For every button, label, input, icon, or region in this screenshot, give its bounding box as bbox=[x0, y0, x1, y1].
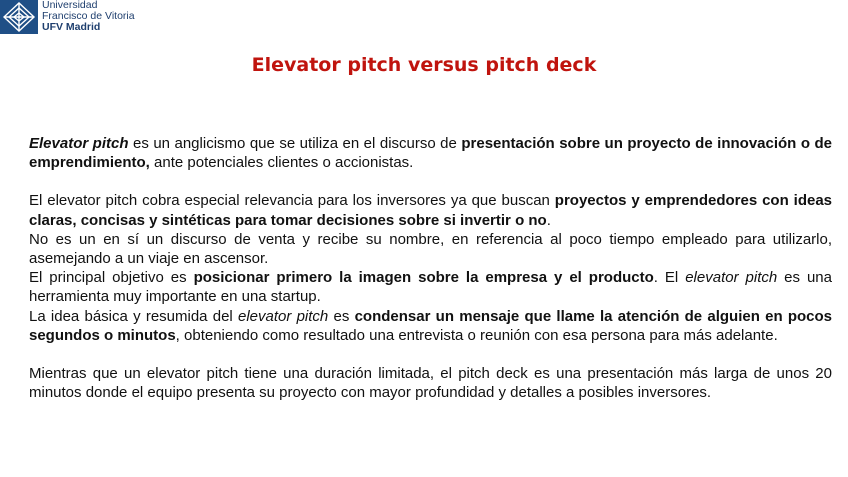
paragraph-basic-idea bbox=[29, 307, 832, 345]
paragraph-objective bbox=[29, 268, 832, 306]
ufv-emblem-icon bbox=[0, 0, 38, 34]
italic-span: elevator pitch bbox=[238, 307, 329, 325]
text-span: El principal objetivo es bbox=[29, 269, 194, 287]
logo-text bbox=[42, 0, 135, 33]
slide-title: Elevator pitch versus pitch deck bbox=[251, 54, 597, 76]
text-span: , obteniendo como resultado una entrevista o reunión con esa persona para más adelante. bbox=[175, 326, 778, 344]
paragraph-relevance bbox=[29, 191, 832, 229]
paragraph-pitch-deck bbox=[29, 364, 832, 402]
text-span: El elevator pitch cobra especial relevancia para los inversores ya que buscan bbox=[29, 192, 555, 210]
bold-span: proyectos y emprendedores con ideas claras, concisas y sintéticas para tomar decisiones sobre si invertir o no bbox=[29, 192, 833, 229]
text-span: es una herramienta muy importante en una startup. bbox=[29, 269, 832, 306]
logo-line-1: Universidad bbox=[42, 0, 98, 11]
slide-body bbox=[29, 134, 832, 402]
bold-span: presentación sobre un proyecto de innovación o de emprendimiento, bbox=[29, 135, 832, 172]
text-span: . El bbox=[653, 269, 686, 287]
text-span: La idea básica y resumida del bbox=[29, 307, 238, 325]
paragraph-definition bbox=[29, 134, 832, 172]
bold-span: condensar un mensaje que llame la atención de alguien en pocos segundos o minutos bbox=[29, 307, 833, 344]
text-span: Mientras que un elevator pitch tiene una duración limitada, el pitch deck es una presentación más larga de unos 20 minutos donde el equipo presenta su proyecto con mayor profundidad y detalles a posibles inversores. bbox=[29, 365, 832, 402]
text-span: No es un en sí un discurso de venta y recibe su nombre, en referencia al poco tiempo empleado para utilizarlo, asemejando a un viaje en ascensor. bbox=[29, 230, 832, 268]
logo-line-2: Francisco de Vitoria bbox=[42, 10, 135, 22]
italic-span: elevator pitch bbox=[685, 269, 778, 287]
text-span: es bbox=[328, 307, 355, 325]
term-elevator-pitch: Elevator pitch bbox=[29, 135, 129, 152]
text-span: es un anglicismo que se utiliza en el discurso de bbox=[128, 135, 462, 152]
university-logo bbox=[0, 0, 135, 36]
text-span: ante potenciales clientes o accionistas. bbox=[149, 154, 414, 172]
bold-span: posicionar primero la imagen sobre la empresa y el producto bbox=[193, 269, 654, 287]
text-span: . bbox=[546, 211, 551, 229]
paragraph-name-origin bbox=[29, 230, 832, 268]
logo-line-3: UFV Madrid bbox=[42, 21, 101, 33]
